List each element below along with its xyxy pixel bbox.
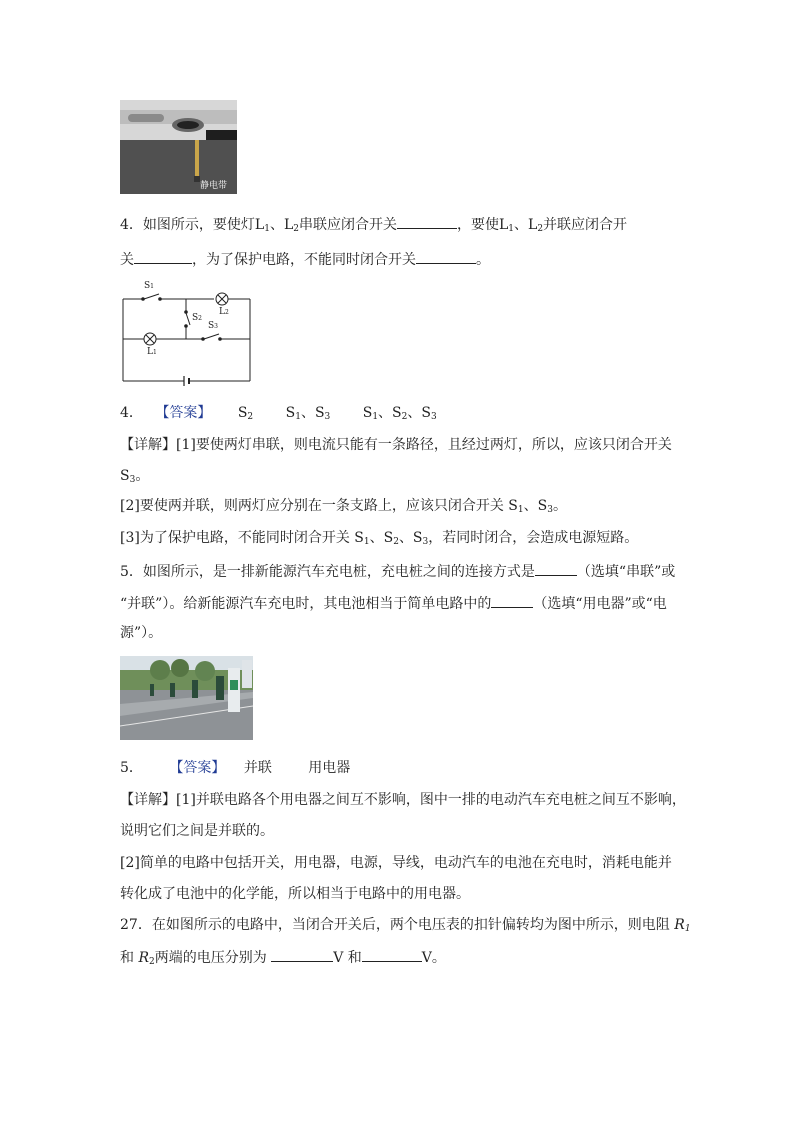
q27-line1: 27．在如图所示的电路中，当闭合开关后，两个电压表的扣针偏转均为图中所示，则电阻 $R_1$ — [120, 917, 691, 934]
q5-line1: 5．如图所示，是一排新能源汽车充电桩，充电桩之间的连接方式是 （选填“串联”或 — [120, 561, 675, 581]
circuit-diagram — [118, 280, 258, 386]
a4-detail3: [3]为了保护电路，不能同时闭合开关 $S_1$、$S_2$、$S_3$，若同时闭合，会造成电源短路。 — [120, 530, 639, 547]
subscript: 1 — [264, 224, 270, 234]
car-exhaust-photo — [120, 100, 237, 194]
charging-station-illustration — [120, 656, 253, 740]
q4-text: 。 — [476, 252, 490, 268]
q4-text: 、L — [514, 217, 538, 233]
q27-line2: 和 $R_2$两端的电压分别为 V 和 V。 — [120, 947, 446, 971]
a4-answer-line — [120, 404, 437, 426]
a4-detail1b: $S_3$。 — [120, 468, 150, 485]
answer-blank[interactable] — [491, 593, 533, 608]
answer-blank[interactable] — [271, 947, 333, 962]
a4-detail2: [2]要使两并联，则两灯应分别在一条支路上，应该只闭合开关 $S_1$、$S_3$。 — [120, 498, 567, 515]
answer-blank[interactable] — [535, 561, 577, 576]
charging-station-photo — [120, 656, 253, 740]
lamp-l1-label: L1 — [147, 347, 157, 357]
a5-detail2: [2]简单的电路中包括开关，用电器，电源，导线，电动汽车的电池在充电时，消耗电能并 — [120, 855, 672, 871]
photo-caption: 静电带 — [200, 181, 228, 191]
a5-detail2b: 转化成了电池中的化学能，所以相当于电路中的用电器。 — [120, 886, 470, 902]
answer-blank[interactable] — [134, 249, 192, 264]
answer-2: $S_1$、$S_3$ — [285, 405, 331, 422]
q4-text: 关 — [120, 252, 134, 268]
answer-1: $S_2$ — [237, 405, 254, 422]
subscript: 1 — [508, 224, 515, 234]
switch-s3-label: S3 — [208, 321, 218, 331]
answer-2: 用电器 — [308, 760, 351, 776]
q4-text: 、L — [269, 217, 294, 233]
q5-line2: “并联”）。给新能源汽车充电时，其电池相当于简单电路中的 （选填“用电器”或“电 — [120, 593, 667, 613]
q4-text: ，要使L — [456, 217, 509, 233]
lamp-l2-label: L2 — [219, 307, 229, 317]
a4-detail1: 【详解】[1]要使两灯串联，则电流只能有一条路径，且经过两灯，所以，应该只闭合开关 — [120, 437, 672, 453]
a5-detail1b: 说明它们之间是并联的。 — [120, 823, 274, 839]
answer-blank[interactable] — [397, 214, 457, 229]
q4-text: ，为了保护电路，不能同时闭合开关 — [192, 252, 416, 268]
switch-s1-label: S1 — [144, 281, 154, 291]
answer-blank[interactable] — [362, 947, 422, 962]
a5-detail1: 【详解】[1]并联电路各个用电器之间互不影响，图中一排的电动汽车充电桩之间互不影响， — [120, 792, 686, 808]
answer-number: 5． — [120, 760, 143, 776]
answer-number: 4． — [120, 405, 143, 421]
q4-text: 串联应闭合开关 — [298, 217, 397, 233]
q4-line1 — [120, 214, 627, 238]
q4-text: 并联应闭合开 — [543, 217, 628, 233]
answer-blank[interactable] — [416, 249, 476, 264]
subscript: 2 — [293, 224, 299, 234]
answer-tag: 【答案】 — [155, 405, 212, 421]
a5-answer-line — [120, 759, 350, 777]
q4-line2 — [120, 249, 490, 269]
subscript: 2 — [537, 224, 544, 234]
answer-1: 并联 — [243, 760, 272, 776]
q4-text: 4．如图所示，要使灯L — [120, 217, 265, 233]
answer-3: $S_1$、$S_2$、$S_3$ — [362, 405, 437, 422]
switch-s2-label: S2 — [192, 313, 202, 323]
q5-line3: 源”）。 — [120, 625, 163, 641]
answer-tag: 【答案】 — [169, 760, 226, 776]
circuit-schematic — [118, 280, 258, 386]
